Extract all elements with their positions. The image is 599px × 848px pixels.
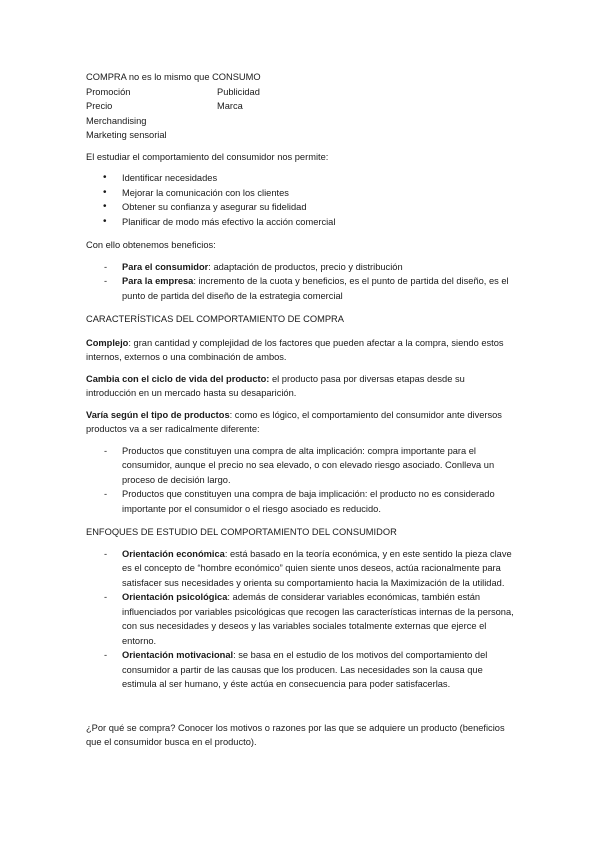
approach-text: : está basado en la teoría económica, y en este sentido la pieza clave es el concepto de “hombre económico” quien siente unos deseos, actúa racionalmente para satisfacer sus necesidades y orienta su comportamiento hacia la Maximización de la utilidad.	[122, 548, 512, 588]
paragraph-label: Complejo	[86, 337, 129, 348]
approach-label: Orientación motivacional	[122, 650, 234, 660]
benefits-lead: Con ello obtenemos beneficios:	[86, 240, 216, 250]
intro-merchandising: Merchandising	[86, 115, 147, 126]
approaches-heading: ENFOQUES DE ESTUDIO DEL COMPORTAMIENTO DEL CONSUMIDOR	[86, 527, 397, 537]
document-page	[86, 70, 514, 750]
approach-text: : se basa en el estudio de los motivos del comportamiento del consumidor a partir de las causas que los producen. Las necesidades son la causa que estimula al ser humano, y éste actúa en consecuencia para poder satisfacerlas.	[122, 650, 488, 689]
list-item: • Identificar necesidades	[86, 171, 514, 186]
list-item: • Planificar de modo más efectivo la acción comercial	[86, 215, 514, 230]
paragraph	[86, 336, 514, 365]
list-item	[86, 547, 514, 591]
study-lead: El estudiar el comportamiento del consumidor nos permite:	[86, 151, 329, 162]
approach-label: Orientación psicológica	[122, 592, 228, 602]
list-item	[86, 260, 514, 275]
paragraph-label: Cambia con el ciclo de vida del producto:	[86, 373, 270, 384]
list-item: - Productos que constituyen una compra de baja implicación: el producto no es considerado importante por el consumidor o el riesgo asociado es reducido.	[86, 487, 514, 516]
approaches-list	[86, 547, 514, 692]
list-item: - Productos que constituyen una compra de alta implicación: compra importante para el consumidor, aunque el precio no sea elevado, o con elevado riesgo asociado. Conlleva un proceso de decisión largo.	[86, 444, 514, 488]
paragraph-label: Varía según el tipo de productos	[86, 409, 230, 420]
benefit-text: : incremento de la cuota y beneficios, es el punto de partida del diseño, es el punto de partida del diseño de la estrategia comercial	[122, 276, 509, 301]
approach-label: Orientación económica	[122, 548, 225, 559]
approach-text: : además de considerar variables económicas, también están influenciados por variables psicológicas que recogen las características internas de la persona, con sus necesidades y deseos y las variables sociales totalmente externas que ejerce el entorno.	[122, 592, 514, 646]
closing-paragraph: ¿Por qué se compra? Conocer los motivos o razones por las que se adquiere un producto (beneficios que el consumidor busca en el producto).	[86, 722, 505, 747]
intro-promocion: Promoción	[86, 86, 131, 97]
product-types-list	[86, 444, 514, 517]
list-item	[86, 274, 514, 303]
paragraph	[86, 372, 514, 401]
intro-marketing-sensorial: Marketing sensorial	[86, 130, 167, 140]
characteristics-heading: CARACTERÍSTICAS DEL COMPORTAMIENTO DE COMPRA	[86, 314, 344, 324]
benefit-label: Para el consumidor	[122, 261, 209, 272]
intro-marca: Marca	[217, 101, 243, 111]
list-item	[86, 648, 514, 692]
benefits-list	[86, 260, 514, 304]
list-item	[86, 590, 514, 648]
paragraph	[86, 408, 514, 437]
paragraph-text: el producto pasa por diversas etapas desde su introducción en un mercado hasta su desaparición.	[86, 373, 465, 398]
intro-row	[86, 99, 514, 114]
benefit-text: : adaptación de productos, precio y distribución	[208, 261, 403, 272]
benefit-label: Para la empresa	[122, 276, 194, 286]
paragraph-text: : gran cantidad y complejidad de los factores que pueden afectar a la compra, siendo estos internos, externos o una combinación de ambos.	[86, 337, 504, 362]
intro-publicidad: Publicidad	[217, 86, 260, 97]
study-bullet-list	[86, 171, 514, 229]
intro-line: COMPRA no es lo mismo que CONSUMO	[86, 72, 261, 82]
intro-precio: Precio	[86, 101, 113, 111]
list-item: • Obtener su confianza y asegurar su fidelidad	[86, 200, 514, 215]
list-item: • Mejorar la comunicación con los clientes	[86, 186, 514, 201]
paragraph-text: : como es lógico, el comportamiento del consumidor ante diversos productos va a ser radicalmente diferente:	[86, 409, 502, 434]
intro-row	[86, 85, 514, 100]
